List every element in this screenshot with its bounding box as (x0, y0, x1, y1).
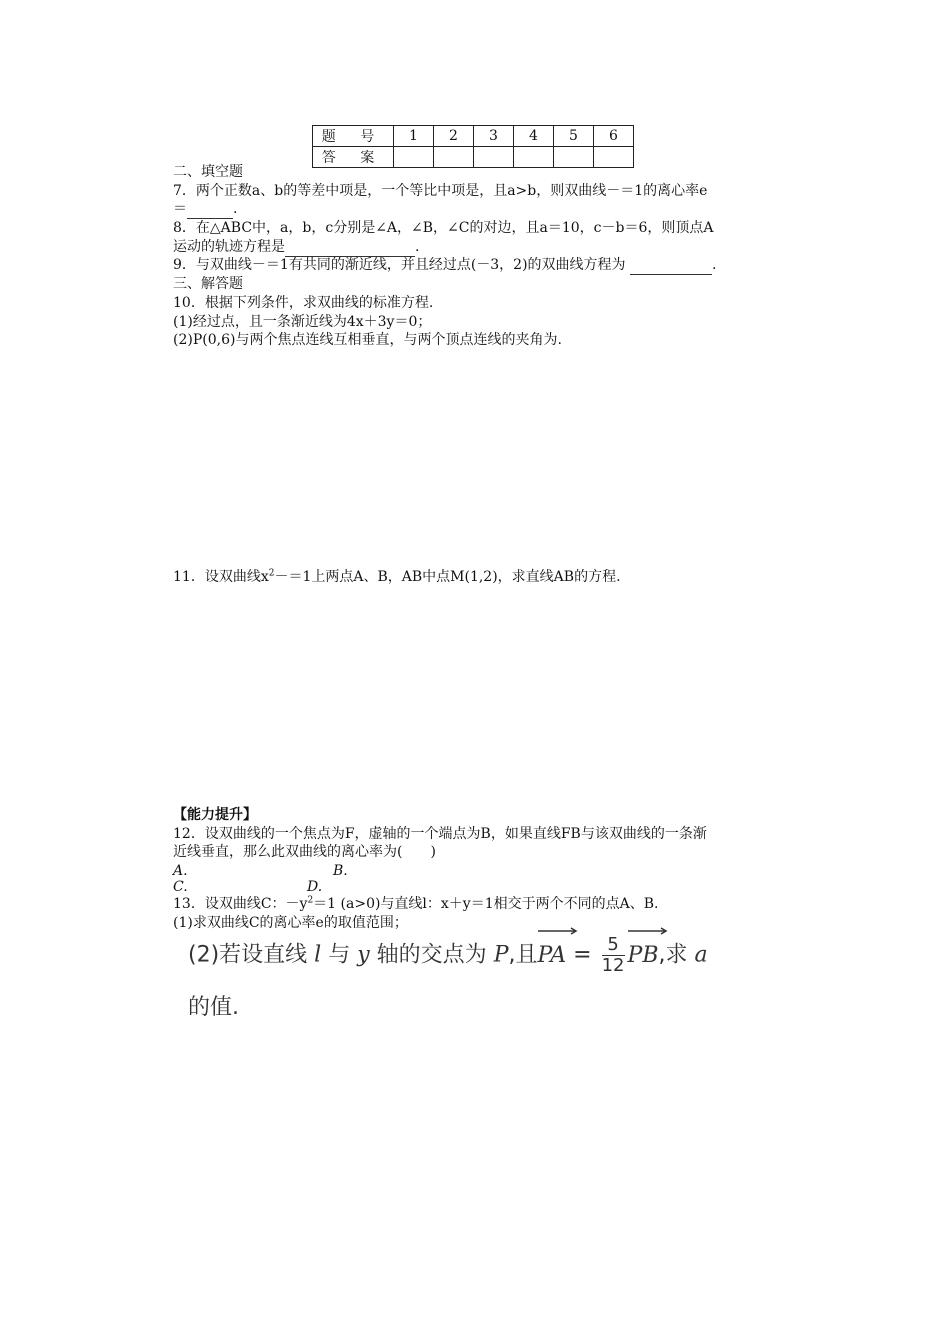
answer-cell (514, 147, 554, 168)
question-number: 3 (474, 126, 514, 147)
question-8-text: 运动的轨迹方程是 (173, 239, 285, 255)
answer-cell (474, 147, 514, 168)
fragment-text: (2)若设直线 (188, 942, 308, 968)
answer-blank (285, 238, 415, 257)
option-d: D. (307, 879, 323, 895)
fragment-text: 与 (328, 942, 351, 968)
variable-l: l (314, 942, 322, 968)
question-13-text-cont: ＝1 (a>0)与直线l：x＋y＝1相交于两个不同的点A、B. (313, 896, 659, 912)
question-number: 4 (514, 126, 554, 147)
fragment-text: ,求 (658, 942, 688, 968)
question-13-line-1 (173, 895, 658, 913)
vector-label: PB (627, 942, 659, 968)
answer-cell (394, 147, 434, 168)
equals-sign: ＝ (173, 201, 187, 217)
period: . (233, 201, 238, 217)
question-number: 5 (554, 126, 594, 147)
superscript: 2 (268, 568, 275, 579)
period: . (415, 239, 420, 255)
question-13-part-2-image (188, 935, 708, 1021)
period: . (712, 257, 717, 273)
table-row (313, 126, 634, 147)
variable-y: y (357, 942, 370, 968)
vector-pb (628, 936, 659, 976)
question-12-line-1: 12．设双曲线的一个焦点为F，虚轴的一个端点为B，如果直线FB与该双曲线的一条渐 (173, 826, 707, 842)
question-8-line-1: 8．在△ABC中，a，b，c分别是∠A，∠B，∠C的对边，且a＝10，c－b＝6，则顶点A (173, 220, 714, 236)
question-10-stem: 10．根据下列条件，求双曲线的标准方程. (173, 295, 434, 311)
vector-arrow-icon (538, 927, 578, 935)
question-13-part-2-line-1 (188, 935, 708, 976)
question-13-text: 13．设双曲线C：－y (173, 896, 308, 912)
question-10-part-1: (1)经过点，且一条渐近线为4x＋3y＝0； (173, 314, 432, 330)
question-number-header: 题 号 (313, 126, 394, 147)
vector-pa (538, 936, 567, 976)
answer-blank (187, 200, 233, 219)
variable-a: a (694, 942, 708, 968)
option-a: A. (173, 863, 188, 879)
question-13-part-1: (1)求双曲线C的离心率e的取值范围； (173, 915, 408, 931)
section-heading-fill-blank: 二、填空题 (173, 164, 243, 180)
answer-cell (594, 147, 634, 168)
option-b: B. (333, 863, 348, 879)
fragment-text: 轴的交点为 (376, 942, 487, 968)
question-11-text-cont: －＝1上两点A、B，AB中点M(1,2)，求直线AB的方程. (274, 569, 621, 585)
question-number: 1 (394, 126, 434, 147)
answer-cell (554, 147, 594, 168)
answer-header: 答 案 (313, 147, 394, 168)
question-number: 6 (594, 126, 634, 147)
question-10-part-2: (2)P(0,6)与两个焦点连线互相垂直，与两个顶点连线的夹角为. (173, 332, 562, 348)
question-number: 2 (434, 126, 474, 147)
vector-label: PA (537, 942, 567, 968)
equals-sign: = (573, 942, 592, 968)
question-8-line-2 (173, 238, 419, 257)
question-7-line-1: 7．两个正数a、b的等差中项是，一个等比中项是，且a>b，则双曲线－＝1的离心率e (173, 183, 708, 199)
question-11-text: 11．设双曲线x (173, 569, 269, 585)
vector-arrow-icon (628, 927, 668, 935)
answer-blank (630, 256, 712, 275)
question-9 (173, 256, 716, 275)
ability-section-heading: 【能力提升】 (173, 807, 257, 823)
numerator: 5 (602, 935, 625, 956)
variable-p: P (493, 942, 509, 968)
question-13-part-2-line-2: 的值. (188, 995, 239, 1020)
question-11 (173, 568, 621, 586)
section-heading-solve: 三、解答题 (173, 276, 243, 292)
question-12-line-2: 近线垂直，那么此双曲线的离心率为( ) (173, 844, 436, 860)
superscript: 2 (307, 895, 314, 906)
question-9-text: 9．与双曲线－＝1有共同的渐近线，并且经过点(－3，2)的双曲线方程为 (173, 257, 626, 273)
table-row (313, 147, 634, 168)
question-7-line-2 (173, 200, 237, 219)
fragment-text: ,且 (508, 942, 538, 968)
option-c: C. (173, 879, 188, 895)
answer-cell (434, 147, 474, 168)
fraction (602, 935, 625, 976)
answer-table (312, 125, 634, 168)
denominator: 12 (601, 955, 625, 976)
